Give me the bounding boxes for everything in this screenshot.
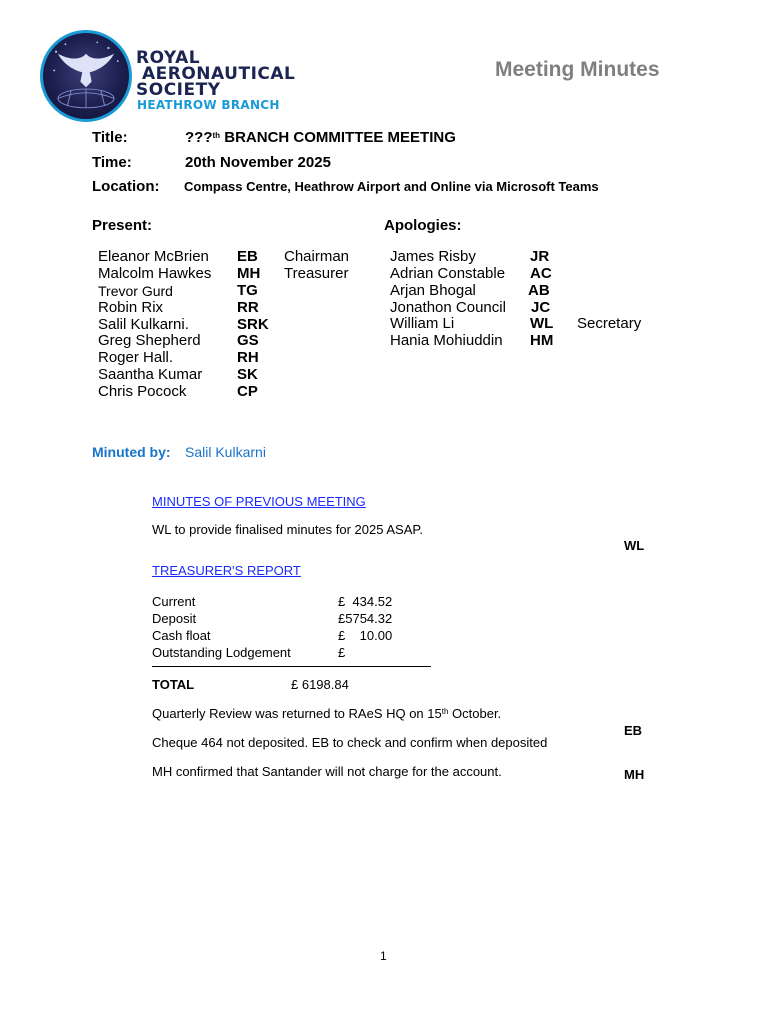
treasurer-report-heading-link[interactable]: TREASURER'S REPORT: [152, 563, 301, 578]
present-name: Eleanor McBrien: [98, 248, 209, 265]
eagle-emblem-icon: [43, 33, 129, 119]
present-initials: SRK: [237, 316, 269, 333]
present-role: Chairman: [284, 248, 350, 265]
apology-initials: HM: [530, 332, 554, 349]
finance-row-label: Current: [152, 594, 196, 609]
minuted-by-label: Minuted by:: [92, 444, 171, 460]
page-number: 1: [380, 949, 387, 963]
present-initials: GS: [237, 332, 259, 349]
apology-name: Jonathon Council: [390, 299, 506, 316]
present-heading: Present:: [92, 217, 153, 234]
document-title: Meeting Minutes: [495, 58, 660, 81]
present-initials: RR: [237, 299, 259, 316]
finance-row-label: Outstanding Lodgement: [152, 645, 291, 660]
quarterly-review-text: Quarterly Review was returned to RAeS HQ on 15th October.: [152, 706, 502, 721]
present-initials: CP: [237, 383, 258, 400]
apology-name: Hania Mohiuddin: [390, 332, 503, 349]
total-divider-line: [152, 666, 431, 667]
present-name: Trevor Gurd: [98, 283, 173, 299]
apology-role: Secretary: [577, 315, 642, 332]
logo-text-line1: ROYAL: [136, 48, 201, 68]
logo-text-line2: AERONAUTICAL: [142, 64, 296, 84]
action-owner: MH: [624, 767, 645, 782]
finance-row-value: £ 10.00: [338, 628, 393, 643]
present-name: Chris Pocock: [98, 383, 187, 400]
apology-initials: AB: [528, 282, 550, 299]
apology-initials: JC: [531, 299, 551, 316]
action-owner: EB: [624, 723, 643, 738]
present-initials: TG: [237, 282, 258, 299]
apology-name: Arjan Bhogal: [390, 282, 476, 299]
location-label: Location:: [92, 178, 160, 195]
present-name: Robin Rix: [98, 299, 164, 316]
previous-meeting-heading-link[interactable]: MINUTES OF PREVIOUS MEETING: [152, 494, 366, 509]
time-value: 20th November 2025: [185, 154, 331, 171]
location-value: Compass Centre, Heathrow Airport and Online via Microsoft Teams: [184, 179, 599, 194]
finance-row-value: £ 434.52: [338, 594, 393, 609]
present-initials: SK: [237, 366, 258, 383]
title-label: Title:: [92, 129, 128, 146]
logo-text-branch: HEATHROW BRANCH: [137, 98, 280, 112]
apology-name: Adrian Constable: [390, 265, 506, 282]
present-role: Treasurer: [284, 265, 349, 282]
apology-initials: JR: [530, 248, 550, 265]
present-name: Saantha Kumar: [98, 366, 203, 383]
present-name: Salil Kulkarni.: [98, 316, 189, 333]
present-name: Greg Shepherd: [98, 332, 201, 349]
title-value: ???$^{th}$ BRANCH COMMITTEE MEETING: [185, 129, 456, 146]
finance-row-value: £: [338, 645, 346, 660]
apology-name: William Li: [390, 315, 455, 332]
society-emblem-logo: [40, 30, 132, 122]
present-initials: MH: [237, 265, 261, 282]
finance-row-label: Deposit: [152, 611, 197, 626]
apology-initials: WL: [530, 315, 554, 332]
apology-initials: AC: [530, 265, 552, 282]
total-label: TOTAL: [152, 677, 195, 692]
total-value: £ 6198.84: [291, 677, 349, 692]
previous-meeting-text: WL to provide finalised minutes for 2025 ASAP.: [152, 522, 423, 537]
finance-row-value: £5754.32: [338, 611, 393, 626]
present-name: Malcolm Hawkes: [98, 265, 212, 282]
apologies-heading: Apologies:: [384, 217, 462, 234]
cheque-text: Cheque 464 not deposited. EB to check and confirm when deposited: [152, 735, 548, 750]
time-label: Time:: [92, 154, 132, 171]
present-initials: EB: [237, 248, 258, 265]
present-initials: RH: [237, 349, 259, 366]
santander-text: MH confirmed that Santander will not charge for the account.: [152, 764, 502, 779]
action-owner: WL: [624, 538, 645, 553]
logo-text-line3: SOCIETY: [136, 80, 221, 100]
apology-name: James Risby: [390, 248, 476, 265]
present-name: Roger Hall.: [98, 349, 174, 366]
finance-row-label: Cash float: [152, 628, 211, 643]
minuted-by-value: Salil Kulkarni: [185, 444, 266, 460]
